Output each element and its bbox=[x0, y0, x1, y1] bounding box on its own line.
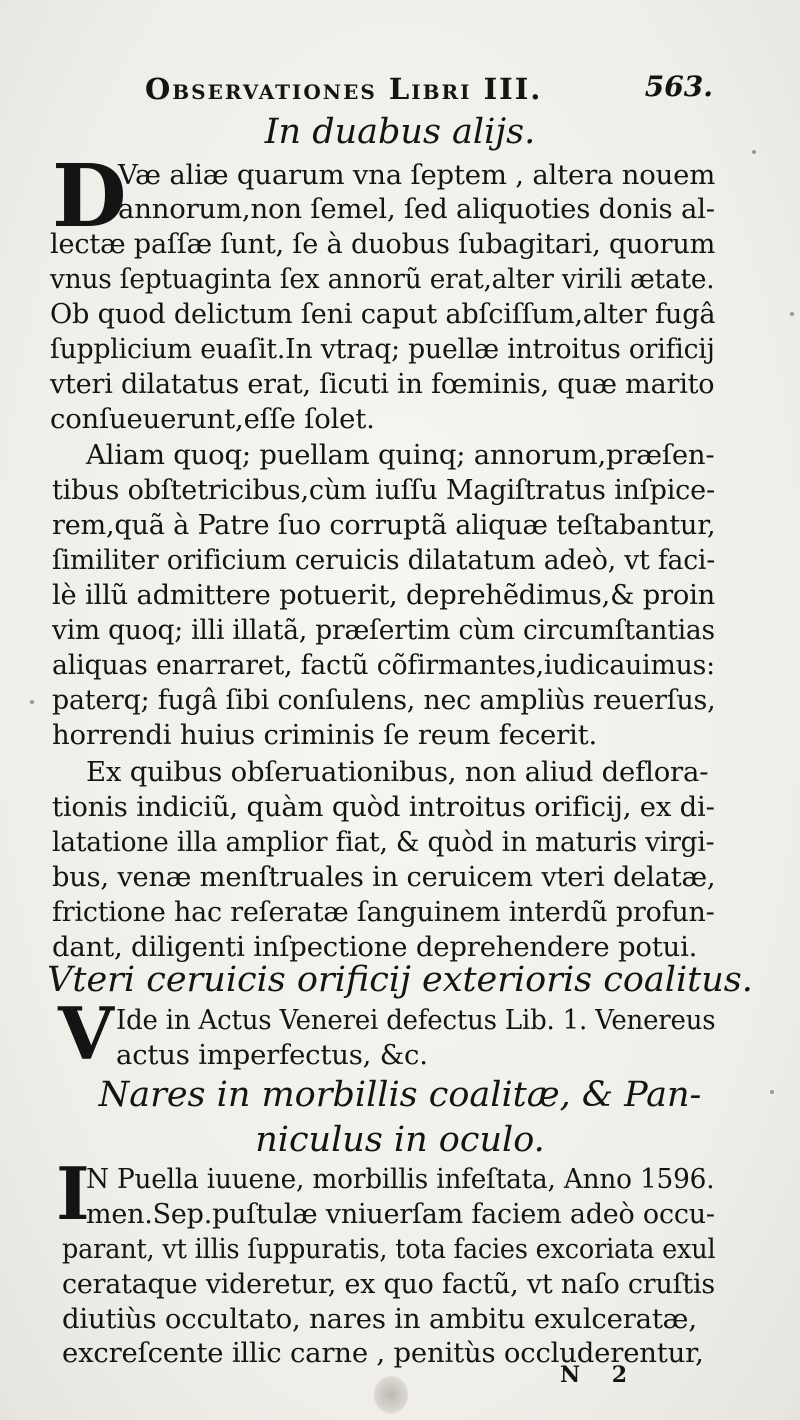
section-heading-nares-cont: niculus in oculo. bbox=[255, 1120, 545, 1160]
paper-speck bbox=[770, 1090, 774, 1094]
drop-cap-i: I bbox=[56, 1151, 90, 1236]
text-line: excreſcente illic carne , penitùs occluderentur, bbox=[62, 1337, 704, 1369]
text-line: vteri dilatatus erat, ſicuti in fœminis, quæ marito bbox=[50, 368, 715, 400]
text-line: Væ aliæ quarum vna ſeptem , altera nouem bbox=[118, 159, 716, 191]
drop-cap-v: V bbox=[58, 991, 114, 1076]
text-line: horrendi huius criminis ſe reum fecerit. bbox=[52, 719, 598, 751]
running-title: Observationes Libri III. bbox=[145, 72, 543, 106]
text-line: Aliam quoq; puellam quinq; annorum,præſen- bbox=[86, 439, 715, 471]
section-heading-in-duabus: In duabus alijs. bbox=[264, 112, 536, 152]
paper-speck bbox=[790, 312, 794, 316]
text-line: annorum,non ſemel, ſed aliquoties donis al- bbox=[118, 193, 715, 225]
text-line: frictione hac reſeratæ ſanguinem interdũ profun- bbox=[52, 896, 715, 928]
text-line: actus imperfectus, &c. bbox=[116, 1039, 428, 1071]
text-line: tibus obſtetricibus,cùm iuſſu Magiſtratus inſpice- bbox=[52, 474, 715, 506]
text-line: lè illũ admittere potuerit, deprehẽdimus,& proin bbox=[52, 579, 716, 611]
text-line: Ide in Actus Venerei defectus Lib. 1. Venereus bbox=[116, 1004, 716, 1036]
text-line: ſimiliter orificium ceruicis dilatatum adeò, vt faci- bbox=[52, 544, 716, 576]
text-line: ſupplicium euaſit.In vtraq; puellæ introitus orificij bbox=[50, 333, 715, 365]
section-heading-nares: Nares in morbillis coalitæ, & Pan- bbox=[98, 1075, 702, 1115]
text-line: paterq; fugâ ſibi conſulens, nec ampliùs reuerſus, bbox=[52, 684, 716, 716]
text-line: Ob quod delictum ſeni caput abſciſſum,alter fugâ bbox=[50, 298, 716, 330]
page-number: 563. bbox=[644, 70, 713, 103]
text-line: dant, diligenti inſpectione deprehendere potui. bbox=[52, 931, 698, 963]
text-line: vim quoq; illi illatã, præſertim cùm circumſtantias bbox=[52, 614, 715, 646]
text-line: cerataque videretur, ex quo factũ, vt naſo cruſtis bbox=[62, 1268, 715, 1300]
text-line: rem,quã à Patre ſuo corruptã aliquæ teſtabantur, bbox=[52, 509, 716, 541]
text-line: N Puella iuuene, morbillis infeſtata, Anno 1596. bbox=[86, 1163, 715, 1195]
text-line: latatione illa amplior fiat, & quòd in maturis virgi- bbox=[52, 826, 715, 858]
text-line: men.Sep.puſtulæ vniuerſam faciem adeò occu- bbox=[86, 1198, 715, 1230]
section-heading-uteri-cervicis: Vteri ceruicis orificij exterioris coalitus. bbox=[47, 960, 753, 1000]
text-line: aliquas enarraret, factũ cõfirmantes,iudicauimus: bbox=[52, 649, 715, 681]
signature-mark: N 2 bbox=[560, 1362, 640, 1388]
paper-speck bbox=[30, 700, 34, 704]
drop-cap-d: D bbox=[52, 146, 127, 247]
text-line: vnus ſeptuaginta ſex annorũ erat,alter virili ætate. bbox=[50, 263, 715, 295]
text-line: Ex quibus obſeruationibus, non aliud deflora- bbox=[86, 756, 709, 788]
text-line: diutiùs occultato, nares in ambitu exulceratæ, bbox=[62, 1303, 697, 1335]
paper-speck bbox=[752, 150, 756, 154]
running-head bbox=[145, 68, 715, 112]
ink-smudge bbox=[374, 1376, 408, 1414]
text-line: lectæ paſſæ ſunt, ſe à duobus ſubagitari, quorum bbox=[50, 228, 716, 260]
text-line: conſueuerunt,eſſe ſolet. bbox=[50, 403, 375, 435]
text-line: bus, venæ menſtruales in ceruicem vteri delatæ, bbox=[52, 861, 716, 893]
text-line: parant, vt illis ſuppuratis, tota facies excoriata exul bbox=[62, 1233, 716, 1265]
text-line: tionis indiciũ, quàm quòd introitus orificij, ex di- bbox=[52, 791, 715, 823]
